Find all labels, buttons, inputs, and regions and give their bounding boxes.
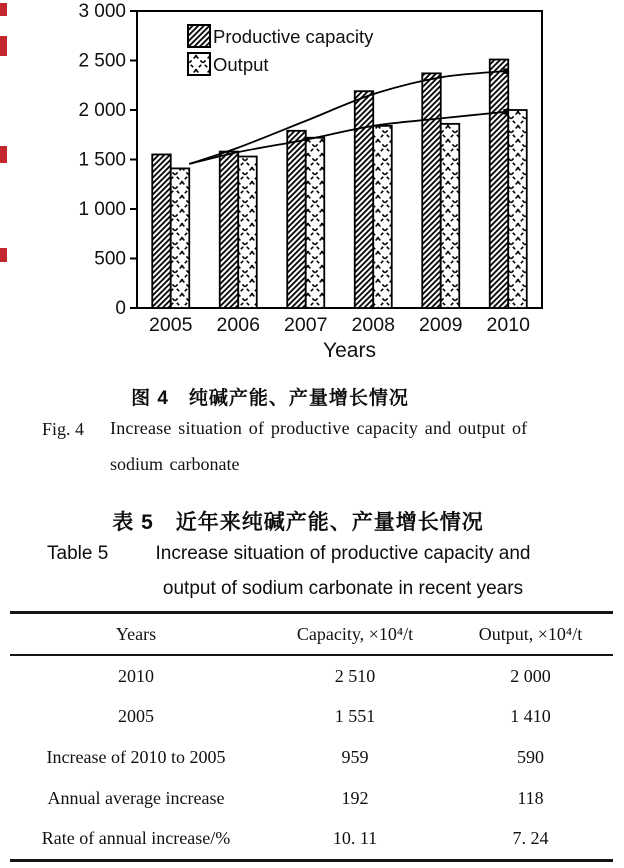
x-tick-label: 2010 [486, 314, 530, 336]
data-table [10, 611, 613, 862]
bar-capacity-2008 [355, 91, 374, 308]
x-tick-label: 2007 [284, 314, 328, 336]
value-cell: 1 551 [334, 706, 376, 727]
legend-swatch-capacity [188, 25, 210, 47]
table-header-row [10, 614, 613, 656]
value-cell: 590 [517, 746, 544, 767]
row-label: 2010 [118, 665, 154, 686]
table-caption-en-label: Table 5 [47, 543, 109, 564]
bar-capacity-2010 [490, 60, 509, 308]
table-caption-en-line2: output of sodium carbonate in recent years [162, 578, 524, 599]
legend-swatch-output [188, 53, 210, 75]
y-tick-label: 1 500 [78, 149, 126, 171]
y-tick-label: 2 000 [78, 100, 126, 121]
trend-end-marker [503, 109, 509, 115]
row-label: 2005 [118, 706, 154, 727]
column-header-years: Years [115, 623, 157, 644]
value-cell: 2 000 [510, 665, 551, 686]
legend-label: Productive capacity [213, 26, 374, 47]
value-cell: 959 [341, 746, 369, 767]
column-header-output: Output, ×10⁴/t [478, 623, 583, 644]
value-cell: 7. 24 [512, 828, 549, 849]
x-tick-label: 2008 [351, 314, 395, 336]
figure-caption-en-label: Fig. 4 [42, 419, 85, 439]
bar-output-2007 [306, 138, 325, 308]
x-axis-title: Years [323, 339, 376, 362]
table-row [10, 778, 613, 819]
trend-line-capacity [189, 71, 508, 164]
value-cell: 10. 11 [332, 828, 378, 849]
row-label: Rate of annual increase/% [41, 828, 231, 849]
table-row [10, 656, 613, 697]
bar-output-2008 [373, 126, 392, 308]
legend-label: Output [213, 54, 269, 75]
x-tick-label: 2006 [216, 314, 260, 336]
bar-capacity-2009 [422, 73, 441, 308]
bar-capacity-2006 [220, 152, 239, 308]
figure-caption-en-line2: sodium carbonate [110, 454, 240, 474]
table-body [10, 656, 613, 859]
y-tick-label: 2 500 [78, 50, 126, 72]
table-row [10, 697, 613, 738]
x-tick-label: 2009 [419, 314, 463, 336]
y-tick-label: 0 [115, 298, 126, 319]
bar-output-2009 [441, 124, 460, 308]
bar-output-2005 [171, 168, 190, 308]
figure-caption-en-line1: Increase situation of productive capacity and output of [110, 418, 528, 438]
trend-end-marker [503, 68, 509, 74]
y-tick-label: 1 000 [78, 199, 126, 220]
value-cell: 192 [341, 787, 369, 808]
x-tick-label: 2005 [149, 314, 193, 336]
bar-output-2010 [508, 110, 527, 308]
bar-capacity-2005 [152, 154, 171, 308]
row-label: Increase of 2010 to 2005 [46, 746, 226, 767]
y-tick-label: 3 000 [78, 1, 126, 22]
value-cell: 1 410 [510, 706, 551, 727]
table-caption-zh: 表 5 近年来纯碱产能、产量增长情况 [112, 511, 484, 534]
figure-4-chart [0, 0, 624, 372]
value-cell: 118 [517, 787, 544, 808]
table-row [10, 818, 613, 859]
bar-output-2006 [238, 157, 257, 308]
column-header-capacity: Capacity, ×10⁴/t [296, 623, 414, 644]
bar-capacity-2007 [287, 131, 306, 308]
y-tick-label: 500 [94, 248, 126, 270]
row-label: Annual average increase [47, 787, 225, 808]
table-row [10, 737, 613, 778]
value-cell: 2 510 [334, 665, 376, 686]
table-caption-en-line1: Increase situation of productive capacity and [155, 543, 531, 564]
figure-caption-zh: 图 4 纯碱产能、产量增长情况 [131, 388, 409, 409]
